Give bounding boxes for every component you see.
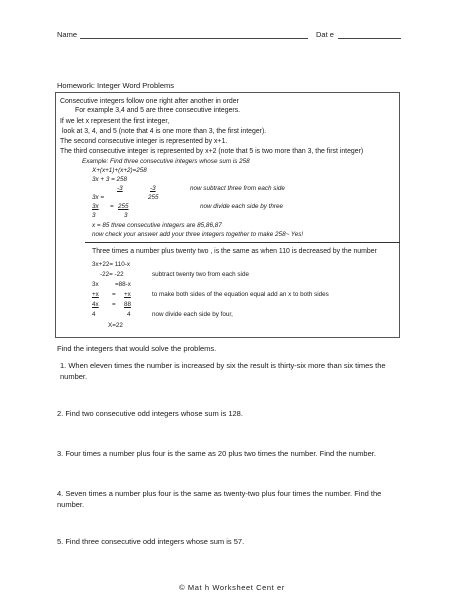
- solution-line-5a: 4x: [92, 301, 99, 308]
- intro-line-2: For example 3,4 and 5 are three consecutive integers.: [75, 107, 241, 114]
- example-line-5c: 255: [118, 203, 129, 210]
- question-3: 3. Four times a number plus four is the same as 20 plus two times the number. Find the number.: [57, 449, 376, 458]
- solution-line-1: 3x+22= 110-x: [92, 261, 131, 268]
- solution-line-3b: =88-x: [115, 281, 131, 288]
- example-line-5b: =: [110, 203, 114, 210]
- footer-copyright: © Mat h Worksheet Cent er: [179, 583, 285, 592]
- intro-line-5: The second consecutive integer is represented by x+1.: [60, 138, 228, 145]
- solution-line-4c: +x: [124, 291, 131, 298]
- date-line: [338, 38, 401, 39]
- example-title: Example: Find three consecutive integers whose sum is 258: [82, 158, 250, 165]
- question-2: 2. Find two consecutive odd integers whose sum is 128.: [57, 409, 243, 418]
- solution-line-2b: subtract twenty two from each side: [152, 271, 249, 278]
- instructions: Find the integers that would solve the problems.: [57, 344, 217, 353]
- solution-line-6b: 4: [127, 311, 131, 318]
- example-line-7: x = 85 three consecutive integers are 85,86,87: [92, 222, 222, 229]
- intro-line-6: The third consecutive integer is represented by x+2 (note that 5 is two more than 3, the first integer): [60, 148, 364, 155]
- solution-line-2a: -22= -22: [100, 271, 124, 278]
- page-title: Homework: Integer Word Problems: [57, 81, 174, 90]
- example-line-3a: -3: [117, 185, 123, 192]
- solution-line-4b: =: [112, 291, 116, 298]
- solution-line-4d: to make both sides of the equation equal add an x to both sides: [152, 291, 329, 298]
- example-line-3b: -3: [150, 185, 156, 192]
- example-line-5a: 3x: [92, 203, 99, 210]
- example-line-2: 3x + 3 = 258: [92, 176, 128, 183]
- solution-line-6a: 4: [92, 311, 96, 318]
- question-1: 1. When eleven times the number is increased by six the result is thirty-six more than six times the number.: [60, 361, 386, 381]
- solution-line-6c: now divide each side by four,: [152, 311, 233, 318]
- name-line: [80, 38, 308, 39]
- example-line-4b: 255: [148, 194, 159, 201]
- date-label: Dat e: [316, 30, 334, 39]
- question-4: 4. Seven times a number plus four is the same as twenty-two plus four times the number. Find the number.: [57, 489, 382, 509]
- question-5: 5. Find three consecutive odd integers whose sum is 57.: [57, 537, 245, 546]
- example-line-8: now check your answer add your three integers together to make 258~ Yes!: [92, 231, 304, 238]
- divider-line: [85, 242, 400, 243]
- example-line-1: X+(x+1)+(x+2)=258: [92, 167, 147, 174]
- intro-line-3: If we let x represent the first integer,: [60, 118, 170, 125]
- solution-line-5b: =: [112, 301, 116, 308]
- intro-line-4: look at 3, 4, and 5 (note that 4 is one more than 3, the first integer).: [62, 128, 267, 135]
- name-label: Name: [57, 30, 78, 39]
- solution-line-7: X=22: [108, 322, 123, 329]
- example-line-6a: 3: [92, 212, 96, 219]
- solution-line-4a: +x: [92, 291, 99, 298]
- solution-line-5c: 88: [124, 301, 132, 308]
- example-line-4a: 3x =: [92, 194, 105, 201]
- problem-two-statement: Three times a number plus twenty two , is the same as when 110 is decreased by the number: [92, 248, 377, 255]
- solution-line-3a: 3x: [92, 281, 99, 288]
- intro-line-1: Consecutive integers follow one right after another in order: [60, 98, 239, 105]
- example-line-3c: now subtract three from each side: [190, 185, 285, 192]
- example-line-6b: 3: [124, 212, 128, 219]
- example-line-5d: now divide each side by three: [200, 203, 283, 210]
